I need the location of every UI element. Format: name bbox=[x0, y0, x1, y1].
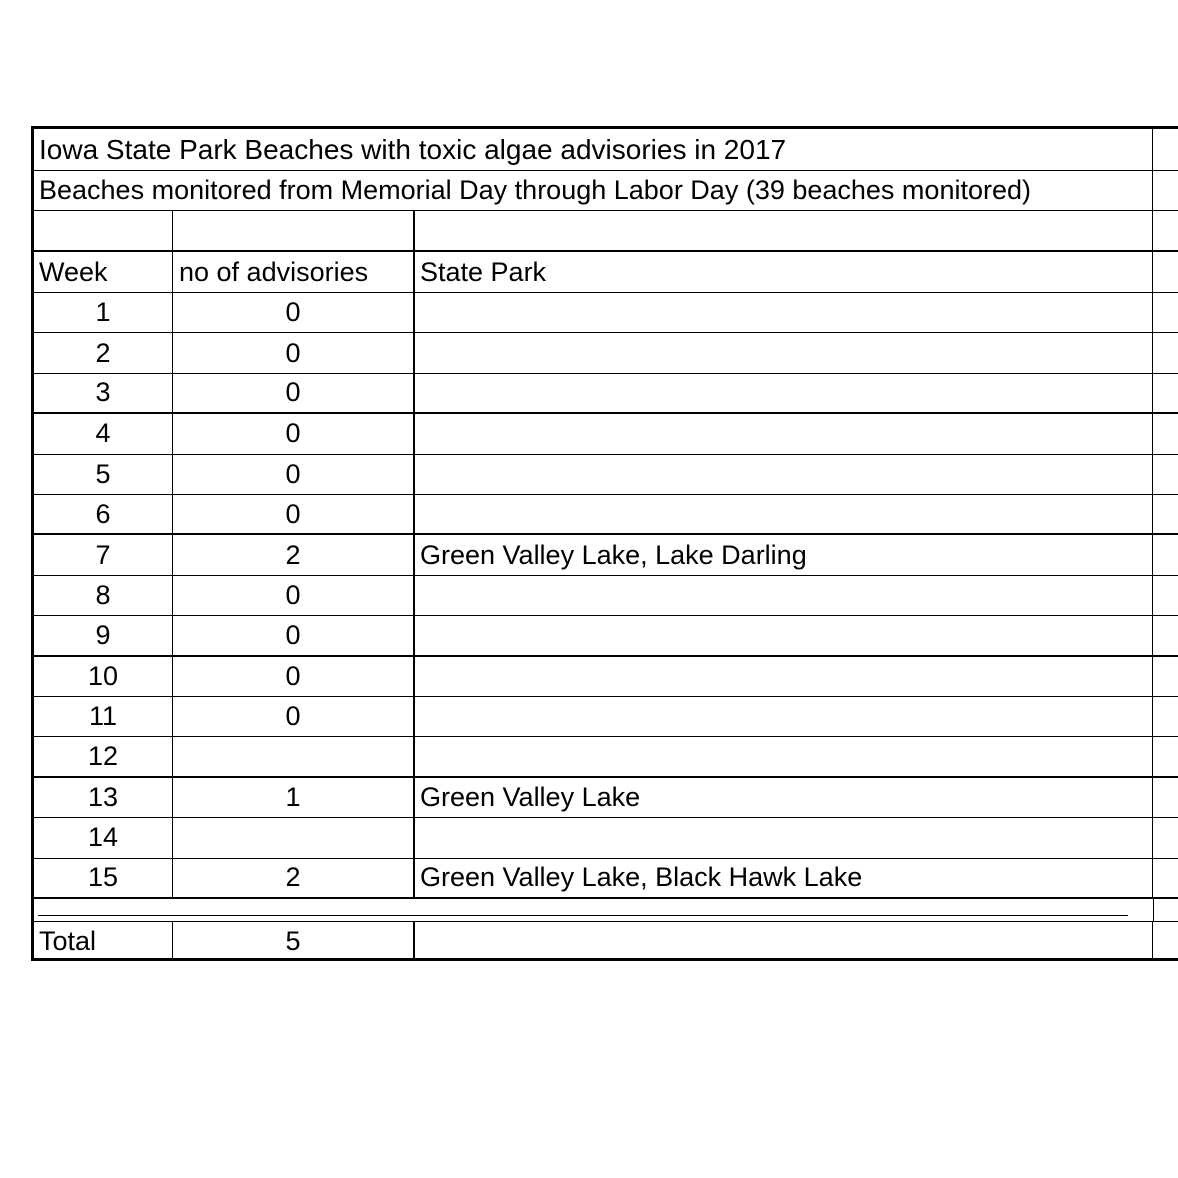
advisories-cell: 0 bbox=[173, 414, 415, 453]
double-underline bbox=[38, 915, 1128, 916]
table-row bbox=[34, 576, 1178, 616]
advisories-cell: 0 bbox=[173, 576, 415, 615]
table-row bbox=[34, 859, 1178, 899]
table-row bbox=[34, 778, 1178, 818]
advisories-cell: 0 bbox=[173, 455, 415, 494]
state-park-cell bbox=[415, 818, 1153, 857]
table-title: Iowa State Park Beaches with toxic algae advisories in 2017 bbox=[34, 129, 1153, 170]
state-park-cell bbox=[415, 616, 1153, 654]
week-cell: 2 bbox=[34, 333, 173, 372]
advisories-cell: 1 bbox=[173, 778, 415, 817]
advisories-cell: 0 bbox=[173, 495, 415, 533]
week-cell: 4 bbox=[34, 414, 173, 453]
table-row bbox=[34, 657, 1178, 697]
total-row bbox=[34, 922, 1178, 961]
week-cell: 5 bbox=[34, 455, 173, 494]
state-park-cell bbox=[415, 374, 1153, 412]
table-row bbox=[34, 455, 1178, 495]
subtitle-row bbox=[34, 171, 1178, 211]
week-cell: 13 bbox=[34, 778, 173, 817]
advisories-cell bbox=[173, 818, 415, 857]
state-park-cell bbox=[415, 737, 1153, 775]
table-row bbox=[34, 333, 1178, 373]
table-row bbox=[34, 818, 1178, 858]
week-cell: 8 bbox=[34, 576, 173, 615]
state-park-cell: Green Valley Lake bbox=[415, 778, 1153, 817]
table-row bbox=[34, 495, 1178, 535]
week-cell: 9 bbox=[34, 616, 173, 654]
table-row bbox=[34, 535, 1178, 575]
state-park-cell: Green Valley Lake, Lake Darling bbox=[415, 535, 1153, 574]
advisories-cell: 0 bbox=[173, 374, 415, 412]
total-park bbox=[415, 922, 1153, 961]
week-cell: 3 bbox=[34, 374, 173, 412]
week-cell: 15 bbox=[34, 859, 173, 897]
table-row bbox=[34, 616, 1178, 656]
table-row bbox=[34, 737, 1178, 777]
total-advisories: 5 bbox=[173, 922, 415, 961]
table-row bbox=[34, 414, 1178, 454]
week-cell: 14 bbox=[34, 818, 173, 857]
advisories-cell: 0 bbox=[173, 616, 415, 654]
title-row bbox=[34, 129, 1178, 171]
state-park-cell bbox=[415, 293, 1153, 332]
total-separator-row bbox=[34, 899, 1178, 922]
header-advisories: no of advisories bbox=[173, 252, 415, 292]
spacer-row bbox=[34, 211, 1178, 252]
table-row bbox=[34, 697, 1178, 737]
state-park-cell bbox=[415, 455, 1153, 494]
week-cell: 10 bbox=[34, 657, 173, 696]
state-park-cell bbox=[415, 495, 1153, 533]
advisories-cell: 0 bbox=[173, 293, 415, 332]
state-park-cell bbox=[415, 414, 1153, 453]
state-park-cell bbox=[415, 333, 1153, 372]
advisories-cell: 0 bbox=[173, 697, 415, 736]
week-cell: 11 bbox=[34, 697, 173, 736]
state-park-cell bbox=[415, 657, 1153, 696]
advisories-cell bbox=[173, 737, 415, 775]
table-subtitle: Beaches monitored from Memorial Day through Labor Day (39 beaches monitored) bbox=[34, 171, 1153, 210]
advisories-cell: 0 bbox=[173, 657, 415, 696]
header-state-park: State Park bbox=[415, 252, 1153, 292]
table-row bbox=[34, 293, 1178, 333]
state-park-cell bbox=[415, 697, 1153, 736]
advisories-cell: 0 bbox=[173, 333, 415, 372]
advisories-cell: 2 bbox=[173, 535, 415, 574]
advisory-table bbox=[31, 126, 1178, 961]
header-row bbox=[34, 252, 1178, 293]
week-cell: 1 bbox=[34, 293, 173, 332]
advisories-cell: 2 bbox=[173, 859, 415, 897]
total-label: Total bbox=[34, 922, 173, 961]
week-cell: 12 bbox=[34, 737, 173, 775]
state-park-cell: Green Valley Lake, Black Hawk Lake bbox=[415, 859, 1153, 897]
week-cell: 6 bbox=[34, 495, 173, 533]
table-row bbox=[34, 374, 1178, 414]
week-cell: 7 bbox=[34, 535, 173, 574]
header-week: Week bbox=[34, 252, 173, 292]
state-park-cell bbox=[415, 576, 1153, 615]
